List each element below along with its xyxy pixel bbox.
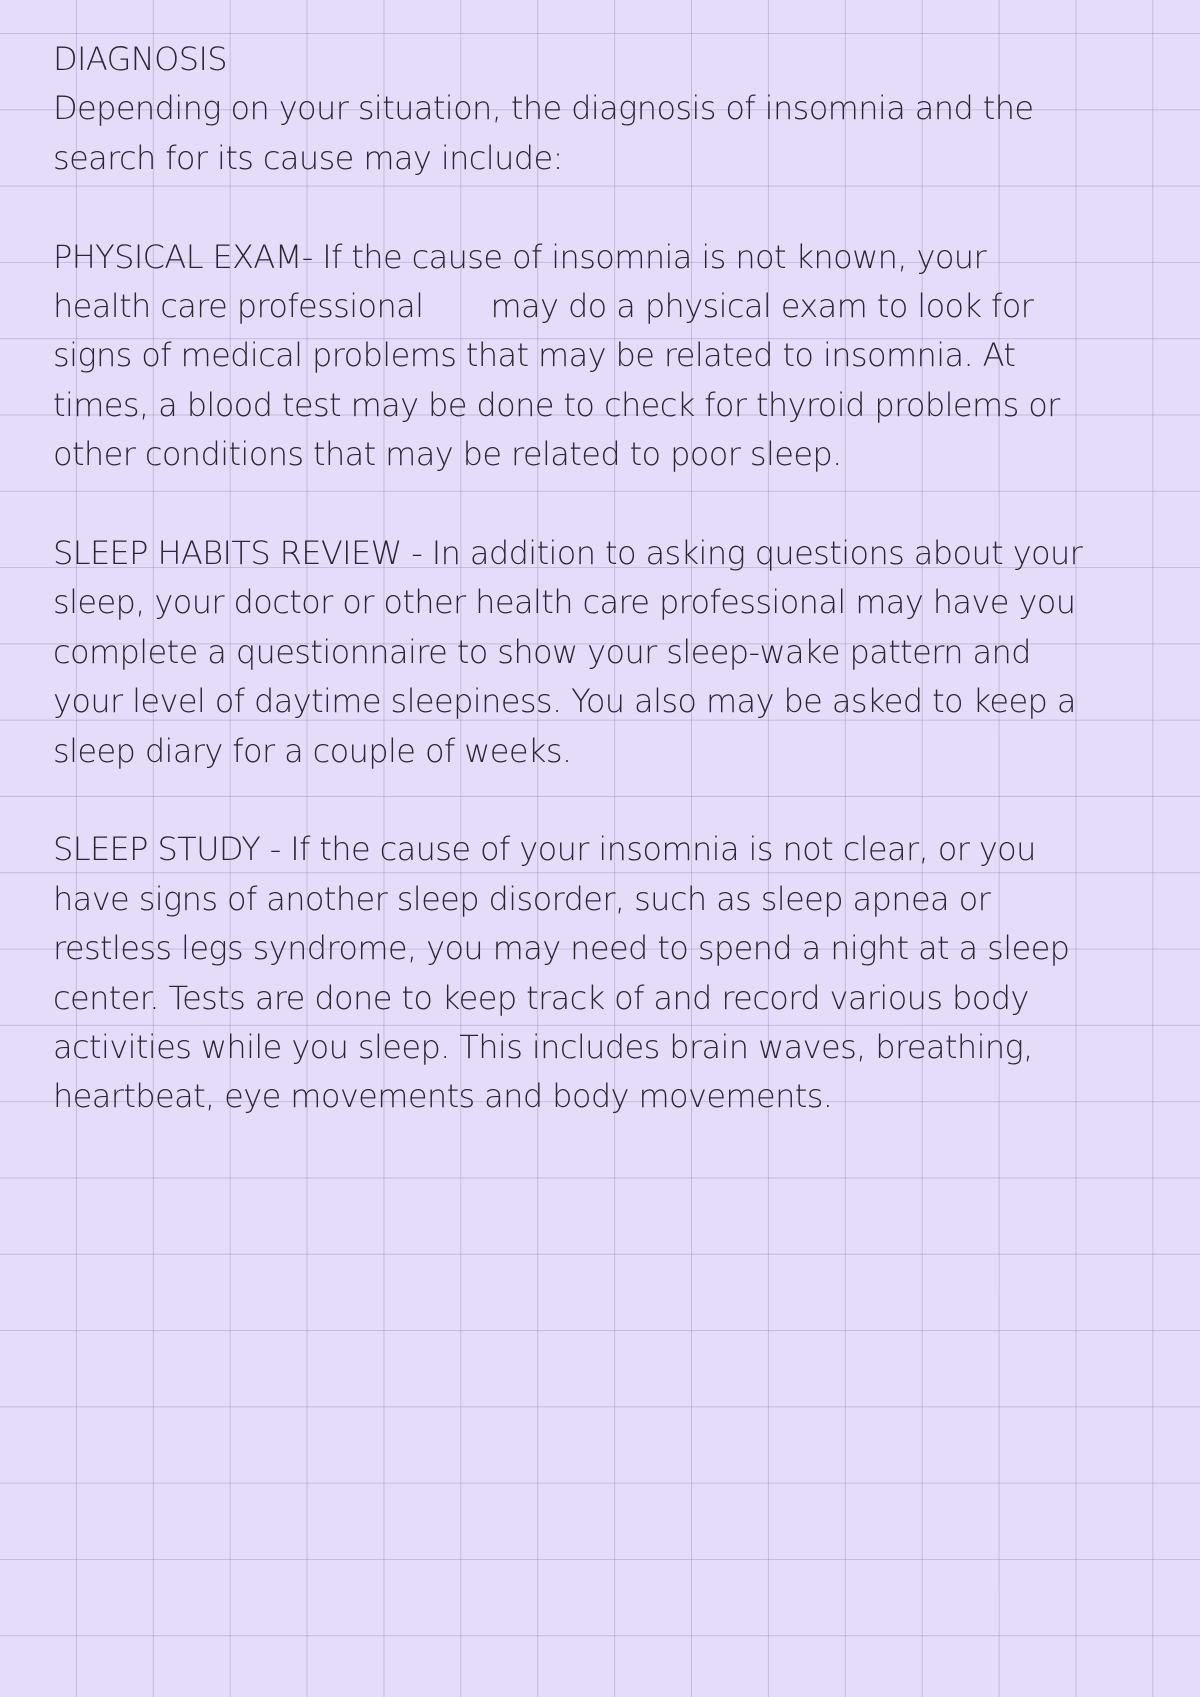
note-title: DIAGNOSIS xyxy=(53,40,227,78)
section-sleep-study: SLEEP STUDY - If the cause of your insomnia is not clear, or you have signs of another sleep disorder, such as sleep apnea or restless legs syndrome, you may need to spend a night at a sleep center. Tests are done to keep track of and record various body activities while you sleep. This includes brain waves, breathing, heartbeat, eye movements and body movements. xyxy=(53,830,1070,1116)
paragraph-gap xyxy=(53,480,1173,529)
section-physical-exam: PHYSICAL EXAM- If the cause of insomnia is not known, your health care professional may do a physical exam to look for signs of medical problems that may be related to insomnia. At times, a blood test may be done to check for thyroid problems or other conditions that may be related to poor sleep. xyxy=(53,237,1060,474)
paragraph-gap xyxy=(53,776,1173,825)
note-intro: Depending on your situation, the diagnosis of insomnia and the search for its cause may include: xyxy=(53,89,1034,177)
paragraph-gap xyxy=(53,183,1173,232)
section-sleep-habits-review: SLEEP HABITS REVIEW - In addition to asking questions about your sleep, your doctor or other health care professional may have you complete a questionnaire to show your sleep-wake pattern and your level of daytime sleepiness. You also may be asked to keep a sleep diary for a couple of weeks. xyxy=(53,534,1083,770)
note-page xyxy=(53,35,1173,1122)
